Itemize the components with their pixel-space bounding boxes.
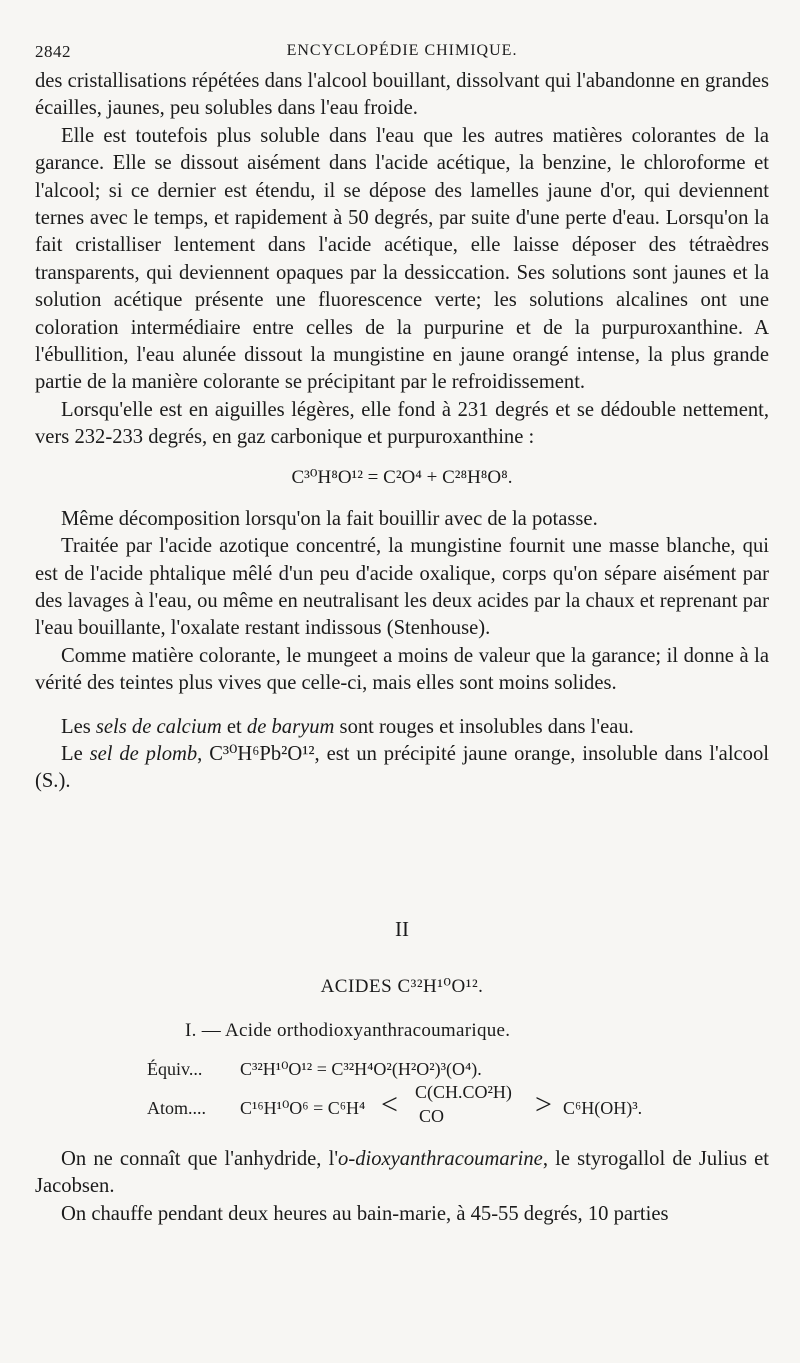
section-title: ACIDES C³²H¹⁰O¹². (320, 975, 484, 997)
paragraph-salts: Les sels de calcium et de baryum sont rouges et insolubles dans l'eau. (61, 715, 634, 738)
atom-left: C¹⁶H¹⁰O⁶ = C⁶H⁴ (240, 1097, 366, 1118)
paragraph: Comme matière colorante, le mungeet a moins de valeur que la garance; il donne à la vérité des teintes plus vives que celle-ci, mais elles sont moins solides. (35, 644, 769, 695)
equivalent-formula (35, 1054, 769, 1082)
section-number: II (395, 916, 409, 941)
atom-bottom-group: CO (419, 1105, 445, 1126)
atom-label: Atom.... (147, 1097, 207, 1118)
running-title: ENCYCLOPÉDIE CHIMIQUE. (286, 42, 518, 59)
paragraph: Même décomposition lorsqu'on la fait bouillir avec de la potasse. (61, 507, 598, 530)
document-page (35, 38, 769, 1228)
less-than-symbol: < (381, 1087, 398, 1121)
paragraph-anhydride: On ne connaît que l'anhydride, l'o-dioxyanthracoumarine, le styrogallol de Julius et Jacobsen. (35, 1147, 769, 1198)
page-header (35, 38, 769, 68)
paragraph: On chauffe pendant deux heures au bain-marie, à 45-55 degrés, 10 parties (61, 1202, 669, 1225)
atom-right: C⁶H(OH)³. (563, 1097, 643, 1118)
paragraph-lead-salt: Le sel de plomb, C³⁰H⁶Pb²O¹², est un précipité jaune orange, insoluble dans l'alcool (S.). (35, 742, 769, 793)
paragraph: Elle est toutefois plus soluble dans l'eau que les autres matières colorantes de la garance. Elle se dissout aisément dans l'acide acétique, la benzine, le chloroforme et l'alcool; si ce dernier est étendu, il se dépose des lamelles jaune d'or, qui deviennent ternes avec le temps, et rapidement à 50 degrés, par suite d'une perte d'eau. Lorsqu'on la fait cristalliser lentement dans l'acide acétique, elle laisse déposer des tétraèdres transparents, qui deviennent opaques par la dessiccation. Ses solutions sont jaunes et la solution acétique présente une fluorescence verte; les solutions alcalines ont une coloration intermédiaire entre celles de la purpurine et de la purpuroxanthine. A l'ébullition, l'eau alunée dissout la mungistine en jaune orangé intense, la plus grande partie de la manière colorante se précipitant par le refroidissement. (35, 124, 769, 394)
equiv-formula: C³²H¹⁰O¹² = C³²H⁴O²(H²O²)³(O⁴). (240, 1058, 482, 1079)
atom-top-group: C(CH.CO²H) (415, 1081, 512, 1102)
paragraph: Lorsqu'elle est en aiguilles légères, elle fond à 231 degrés et se dédouble nettement, vers 232-233 degrés, en gaz carbonique et purpuroxanthine : (35, 398, 769, 449)
decomposition-formula: C³⁰H⁸O¹² = C²O⁴ + C²⁸H⁸O⁸. (291, 466, 513, 488)
subsection-title: I. — Acide orthodioxyanthracoumarique. (185, 1019, 511, 1041)
atomic-formula (35, 1082, 769, 1126)
paragraph: Traitée par l'acide azotique concentré, la mungistine fournit une masse blanche, qui est de l'acide phtalique mêlé d'un peu d'acide oxalique, corps qu'on sépare aisément par des lavages à l'eau, ou même en neutralisant les deux acides par la chaux et reprenant par l'eau bouillante, l'oxalate restant indissous (Stenhouse). (35, 535, 769, 640)
page-number: 2842 (35, 42, 71, 61)
paragraph: des cristallisations répétées dans l'alcool bouillant, dissolvant qui l'abandonne en grandes écailles, jaunes, peu solubles dans l'eau froide. (35, 70, 769, 120)
greater-than-symbol: > (535, 1087, 552, 1121)
equiv-label: Équiv... (147, 1058, 203, 1079)
